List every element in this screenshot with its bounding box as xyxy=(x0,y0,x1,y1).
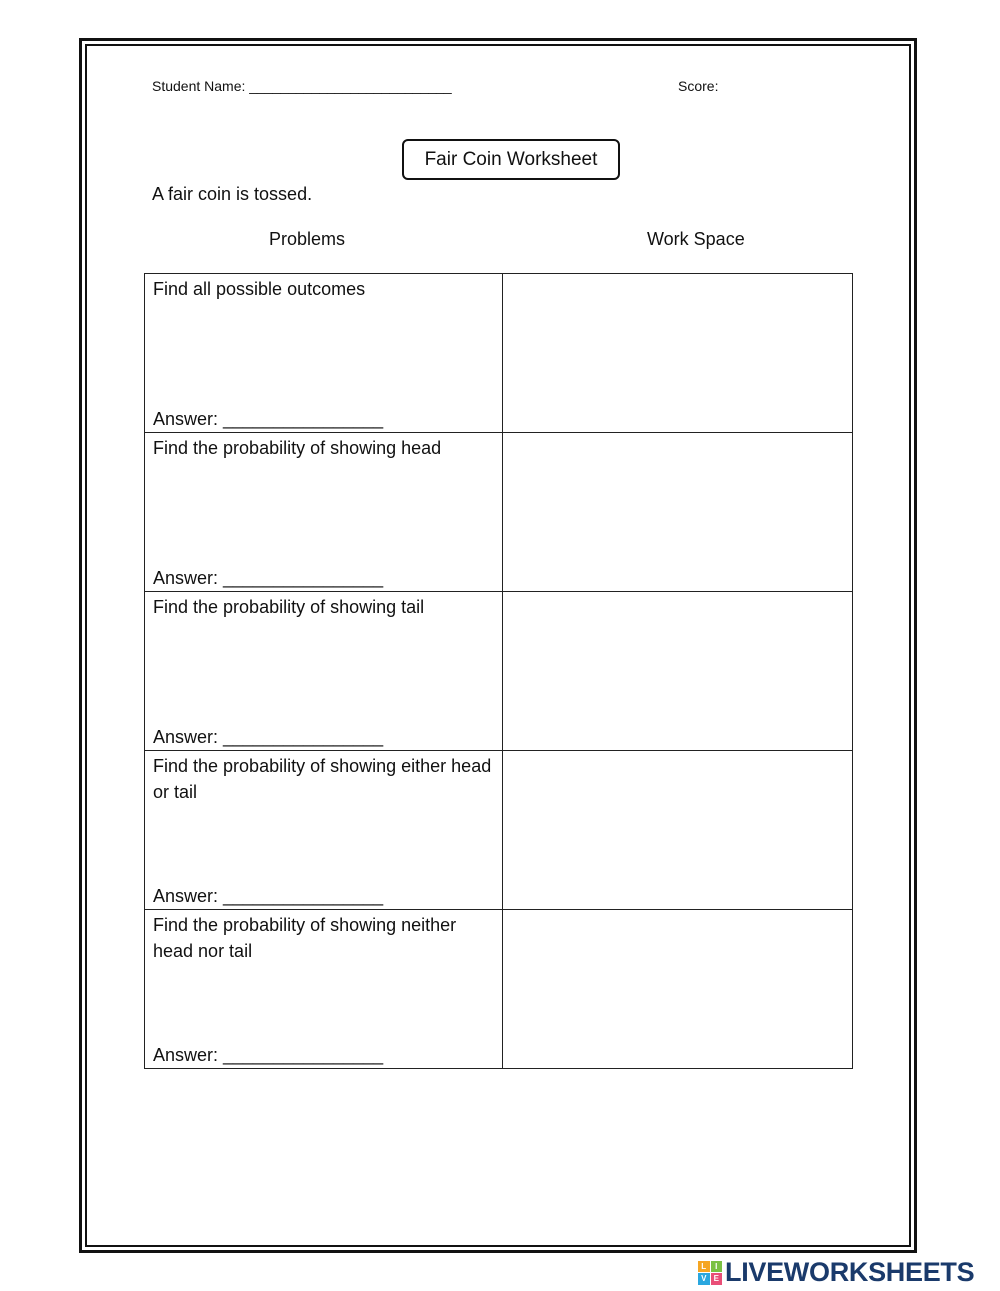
logo-mark-letter: E xyxy=(711,1273,723,1285)
table-row xyxy=(145,433,853,592)
work-space-cell[interactable] xyxy=(503,433,853,592)
score-label: Score: xyxy=(678,78,719,94)
problem-cell xyxy=(145,910,503,1069)
problem-question: Find the probability of showing tail xyxy=(153,597,425,617)
table-row xyxy=(145,274,853,433)
problem-cell xyxy=(145,751,503,910)
logo-mark-letter: L xyxy=(698,1261,710,1273)
intro-text: A fair coin is tossed. xyxy=(152,184,313,204)
logo-mark-letter: V xyxy=(698,1273,710,1285)
problem-question: Find the probability of showing neither head nor tail xyxy=(153,915,457,961)
answer-field[interactable]: Answer: ________________ xyxy=(153,409,384,429)
student-name-field[interactable]: Student Name: __________________________ xyxy=(152,78,452,94)
table-row xyxy=(145,751,853,910)
work-space-cell[interactable] xyxy=(503,910,853,1069)
answer-field[interactable]: Answer: ________________ xyxy=(153,568,384,588)
column-header-work-space: Work Space xyxy=(647,229,745,249)
work-space-cell[interactable] xyxy=(503,751,853,910)
liveworksheets-logo xyxy=(698,1257,974,1288)
problem-question: Find the probability of showing head xyxy=(153,438,442,458)
problem-cell xyxy=(145,592,503,751)
table-row xyxy=(145,592,853,751)
answer-field[interactable]: Answer: ________________ xyxy=(153,886,384,906)
problem-cell xyxy=(145,274,503,433)
problem-cell xyxy=(145,433,503,592)
work-space-cell[interactable] xyxy=(503,274,853,433)
problem-question: Find all possible outcomes xyxy=(153,279,366,299)
column-header-problems: Problems xyxy=(269,229,346,249)
logo-mark-icon xyxy=(698,1261,722,1285)
answer-field[interactable]: Answer: ________________ xyxy=(153,727,384,747)
worksheet-title: Fair Coin Worksheet xyxy=(402,139,620,180)
logo-text: LIVEWORKSHEETS xyxy=(725,1257,975,1287)
problems-table xyxy=(144,273,853,1069)
work-space-cell[interactable] xyxy=(503,592,853,751)
logo-mark-letter: I xyxy=(711,1261,723,1273)
problem-question: Find the probability of showing either head or tail xyxy=(153,756,492,802)
answer-field[interactable]: Answer: ________________ xyxy=(153,1045,384,1065)
table-row xyxy=(145,910,853,1069)
